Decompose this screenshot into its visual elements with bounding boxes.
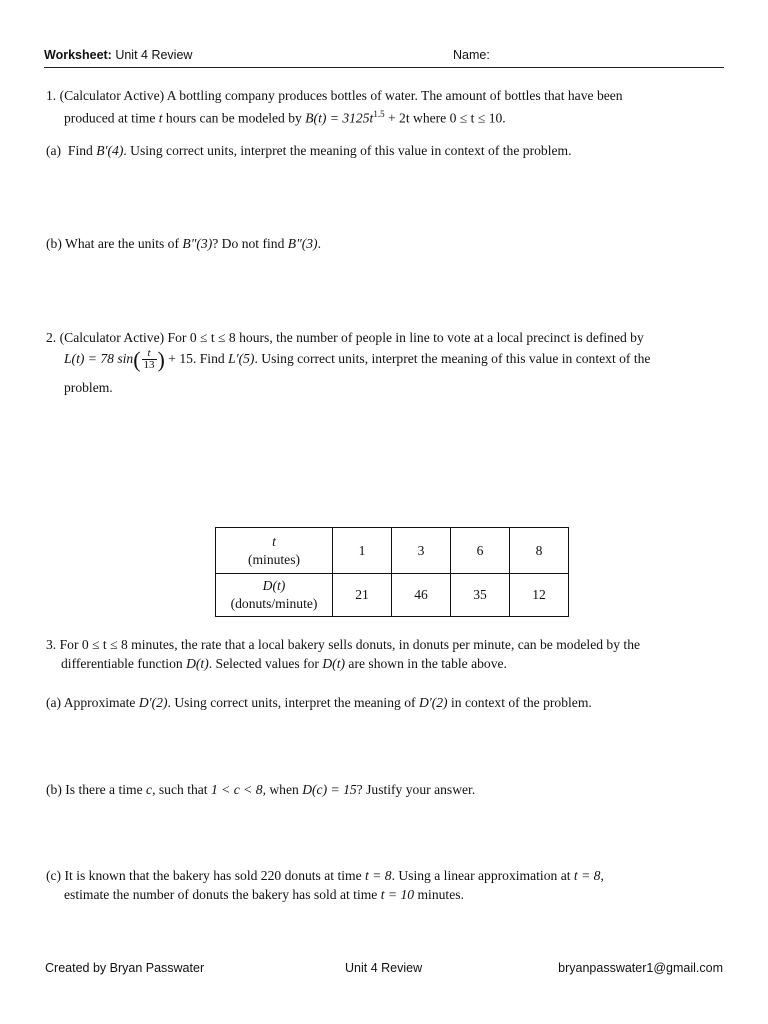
- q3a-post: in context of the problem.: [447, 695, 592, 710]
- q1a-func: B′(4): [96, 143, 124, 158]
- q1-function: B(t) = 3125t: [305, 110, 374, 126]
- q3c-line2-t: t = 10: [380, 887, 415, 902]
- q3b-func: D(c) = 15: [302, 782, 357, 797]
- t-cell: 3: [392, 528, 451, 574]
- q2-paren-open: (: [133, 346, 141, 372]
- footer-author: Created by Bryan Passwater: [45, 961, 205, 975]
- worksheet-label: Worksheet:: [44, 48, 112, 62]
- table-header-d: [216, 574, 333, 617]
- q3b-pre: (b) Is there a time: [46, 782, 147, 797]
- donut-rate-table: [215, 527, 569, 617]
- q1-line1: [46, 86, 623, 105]
- q1-line2-mid: hours can be modeled by: [162, 110, 306, 126]
- q1b-mid: ? Do not find: [212, 236, 288, 251]
- q3-line2-pre: differentiable function: [61, 656, 187, 671]
- q3a-func2: D′(2): [418, 695, 448, 710]
- q3b-post: ? Justify your answer.: [356, 782, 476, 797]
- q1-line2-pre: produced at time: [64, 110, 159, 126]
- d-cell: 12: [510, 574, 569, 617]
- q2-line3: problem.: [64, 380, 113, 395]
- q3a-mid: . Using correct units, interpret the meaning of: [167, 695, 419, 710]
- t-cell: 1: [333, 528, 392, 574]
- q2-find: L′(5): [228, 351, 255, 366]
- q1-text: (Calculator Active) A bottling company produces bottles of water. The amount of bottles that have been: [59, 88, 623, 103]
- q1-var-t: t: [158, 110, 163, 126]
- q3c-line1: [46, 866, 604, 885]
- q3-func2: D(t): [322, 656, 346, 671]
- q2-function: L(t) = 78 sin: [64, 351, 134, 366]
- q3a: [46, 693, 592, 712]
- name-label: Name:: [453, 48, 490, 62]
- t-unit: (minutes): [247, 551, 301, 567]
- footer-email: bryanpasswater1@gmail.com: [558, 961, 723, 975]
- q2-func-post: + 15. Find: [168, 351, 229, 366]
- q2-fraction: [142, 348, 157, 371]
- q3-func: D(t): [186, 656, 209, 671]
- worksheet-title-text: Unit 4 Review: [115, 48, 193, 62]
- q1b-func1: B″(3): [182, 236, 213, 251]
- q2-line2-post: . Using correct units, interpret the meaning of this value in context of the: [254, 351, 651, 366]
- q3-line2: [61, 654, 507, 673]
- page-header: [44, 47, 724, 68]
- q3c-mid: . Using a linear approximation at: [391, 868, 574, 883]
- q1b-func2: B″(3): [287, 236, 318, 251]
- q3-line2-mid: . Selected values for: [208, 656, 323, 671]
- q1b: [46, 234, 321, 253]
- q3b-c: c: [146, 782, 153, 797]
- q3c-t2: t = 8: [573, 868, 601, 883]
- table-row: [216, 528, 569, 574]
- q2-line1: 2. (Calculator Active) For 0 ≤ t ≤ 8 hours, the number of people in line to vote at a local precinct is defined by: [46, 330, 644, 345]
- q2-paren-close: ): [157, 346, 165, 372]
- q1-exponent: 1.5: [373, 109, 385, 119]
- t-cell: 6: [451, 528, 510, 574]
- worksheet-title: [44, 48, 192, 62]
- q3a-func: D′(2): [138, 695, 168, 710]
- q1a-label: (a): [46, 143, 62, 158]
- q1-line2: [64, 105, 506, 128]
- q3c-pre: (c) It is known that the bakery has sold 220 donuts at time: [46, 868, 366, 883]
- q1b-post: .: [317, 236, 321, 251]
- q1-domain: + 2t where 0 ≤ t ≤ 10.: [384, 110, 506, 126]
- q3b-ineq: 1 < c < 8: [210, 782, 263, 797]
- q2-frac-num: t: [147, 347, 151, 360]
- d-cell: 21: [333, 574, 392, 617]
- footer-title: Unit 4 Review: [345, 961, 423, 975]
- q1a-pre: Find: [67, 143, 97, 158]
- d-unit: (donuts/minute): [230, 596, 318, 611]
- q3-line1: 3. For 0 ≤ t ≤ 8 minutes, the rate that a local bakery sells donuts, in donuts per minute, can be modeled by the: [46, 637, 641, 652]
- q3c-line2: [64, 885, 464, 904]
- q3b-mid: , such that: [152, 782, 211, 797]
- table-header-t: [216, 528, 333, 574]
- q3b: [46, 780, 475, 799]
- q3-line2-post: are shown in the table above.: [345, 656, 507, 671]
- q3c-line2-pre: estimate the number of donuts the bakery has sold at time: [64, 887, 381, 902]
- q3c-line2-post: minutes.: [414, 887, 464, 902]
- t-cell: 8: [510, 528, 569, 574]
- d-cell: 35: [451, 574, 510, 617]
- q1a-post: . Using correct units, interpret the meaning of this value in context of the problem.: [123, 143, 572, 158]
- q2-frac-den: 13: [143, 359, 155, 372]
- q2-line2: [64, 343, 650, 375]
- q3c-post: ,: [600, 868, 604, 883]
- q1b-pre: What are the units of: [65, 236, 183, 251]
- d-cell: 46: [392, 574, 451, 617]
- q3a-pre: (a) Approximate: [46, 695, 139, 710]
- q1a: [46, 141, 571, 160]
- q3c-t: t = 8: [365, 868, 392, 883]
- table-row: [216, 574, 569, 617]
- q3b-mid2: , when: [262, 782, 303, 797]
- q1b-label: (b): [46, 236, 62, 251]
- d-var: D(t): [262, 578, 286, 593]
- t-var: t: [272, 533, 276, 549]
- q1-number: 1.: [46, 88, 57, 103]
